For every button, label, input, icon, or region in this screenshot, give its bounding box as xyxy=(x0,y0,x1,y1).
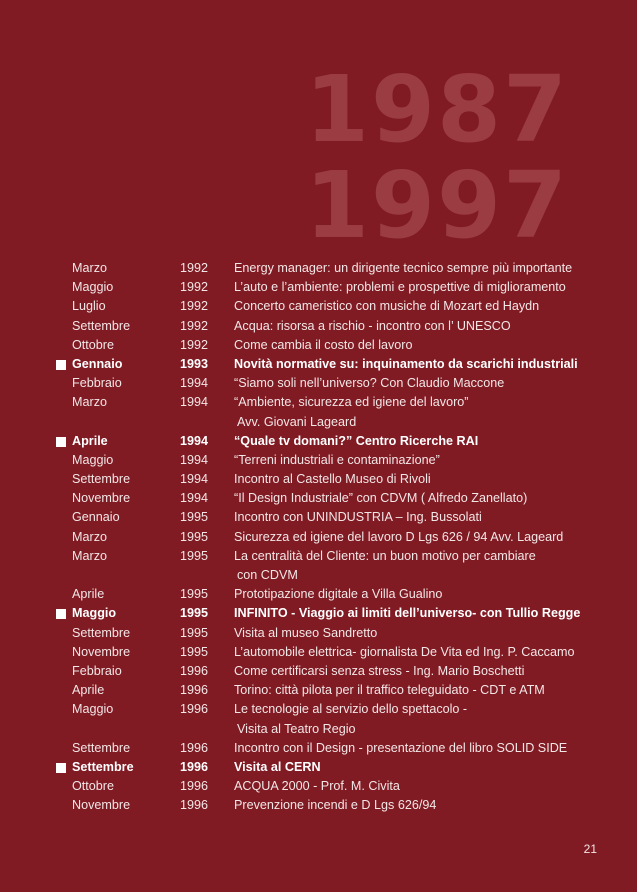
timeline-year: 1996 xyxy=(180,740,209,755)
timeline-row xyxy=(0,355,637,374)
timeline-row xyxy=(0,470,637,489)
timeline-month: Aprile xyxy=(72,587,105,602)
timeline-year: 1995 xyxy=(180,606,209,621)
timeline-event: Visita al museo Sandretto xyxy=(234,625,378,640)
timeline-event: Visita al CERN xyxy=(234,759,321,774)
timeline-year: 1992 xyxy=(180,318,209,333)
year-range-heading xyxy=(304,56,569,259)
square-bullet-icon xyxy=(56,763,66,773)
timeline-row xyxy=(0,278,637,297)
timeline-row xyxy=(0,489,637,508)
timeline-year: 1994 xyxy=(180,395,209,410)
timeline-event: L’auto e l’ambiente: problemi e prospettive di miglioramento xyxy=(234,280,566,295)
timeline-row xyxy=(0,374,637,393)
timeline-row xyxy=(0,758,637,777)
timeline-event: Torino: città pilota per il traffico teleguidato - CDT e ATM xyxy=(234,683,545,698)
timeline-row xyxy=(0,259,637,278)
timeline-month: Settembre xyxy=(72,318,131,333)
timeline-event: Incontro con UNINDUSTRIA – Ing. Bussolati xyxy=(234,510,482,525)
timeline-row xyxy=(0,547,637,566)
timeline-event: Novità normative su: inquinamento da scarichi industriali xyxy=(234,356,578,371)
square-bullet-icon xyxy=(56,609,66,619)
timeline-event: Incontro al Castello Museo di Rivoli xyxy=(234,472,431,487)
timeline-row xyxy=(0,643,637,662)
timeline-row xyxy=(0,624,637,643)
timeline-row xyxy=(0,777,637,796)
timeline-month: Gennaio xyxy=(72,356,123,371)
timeline-event: Concerto cameristico con musiche di Mozart ed Haydn xyxy=(234,299,540,314)
timeline-year: 1994 xyxy=(180,433,209,448)
timeline-month: Novembre xyxy=(72,491,131,506)
timeline-row xyxy=(0,413,637,432)
timeline-month: Settembre xyxy=(72,625,131,640)
timeline-year: 1996 xyxy=(180,683,209,698)
timeline-year: 1995 xyxy=(180,625,209,640)
timeline-month: Maggio xyxy=(72,280,114,295)
timeline-event: con CDVM xyxy=(237,568,298,582)
timeline-row xyxy=(0,604,637,623)
timeline-month: Aprile xyxy=(72,433,108,448)
timeline-month: Marzo xyxy=(72,548,107,563)
timeline-row xyxy=(0,662,637,681)
timeline-event: Acqua: risorsa a rischio - incontro con l’ UNESCO xyxy=(234,318,511,333)
timeline-month: Febbraio xyxy=(72,376,122,391)
timeline-event: “Quale tv domani?” Centro Ricerche RAI xyxy=(234,433,479,448)
timeline-month: Ottobre xyxy=(72,337,114,352)
year-start: 1987 xyxy=(304,56,569,163)
timeline-row xyxy=(0,796,637,815)
timeline-event: Come cambia il costo del lavoro xyxy=(234,337,413,352)
timeline-year: 1992 xyxy=(180,337,209,352)
timeline-year: 1995 xyxy=(180,587,209,602)
timeline-list xyxy=(0,259,637,815)
timeline-month: Novembre xyxy=(72,644,131,659)
timeline-event: INFINITO - Viaggio ai limiti dell’universo- con Tullio Regge xyxy=(234,606,581,621)
timeline-month: Febbraio xyxy=(72,663,122,678)
timeline-row xyxy=(0,681,637,700)
timeline-event: L’automobile elettrica- giornalista De Vita ed Ing. P. Caccamo xyxy=(234,644,575,659)
timeline-year: 1993 xyxy=(180,356,209,371)
timeline-row xyxy=(0,585,637,604)
timeline-year: 1996 xyxy=(180,702,209,717)
timeline-month: Marzo xyxy=(72,395,107,410)
timeline-month: Settembre xyxy=(72,759,134,774)
timeline-row xyxy=(0,451,637,470)
timeline-row xyxy=(0,432,637,451)
timeline-row xyxy=(0,528,637,547)
timeline-year: 1994 xyxy=(180,452,209,467)
timeline-row xyxy=(0,720,637,739)
timeline-year: 1996 xyxy=(180,798,209,813)
timeline-row xyxy=(0,566,637,585)
timeline-year: 1995 xyxy=(180,548,209,563)
timeline-event: Sicurezza ed igiene del lavoro D Lgs 626 / 94 Avv. Lageard xyxy=(234,529,564,544)
timeline-year: 1996 xyxy=(180,779,209,794)
timeline-event: “Terreni industriali e contaminazione” xyxy=(234,452,440,467)
timeline-event: La centralità del Cliente: un buon motivo per cambiare xyxy=(234,548,536,563)
timeline-year: 1995 xyxy=(180,644,209,659)
timeline-event: Prototipazione digitale a Villa Gualino xyxy=(234,587,443,602)
timeline-year: 1995 xyxy=(180,510,209,525)
timeline-event: “Siamo soli nell’universo? Con Claudio Maccone xyxy=(234,376,505,391)
timeline-year: 1994 xyxy=(180,472,209,487)
timeline-month: Aprile xyxy=(72,683,105,698)
timeline-event: “Ambiente, sicurezza ed igiene del lavoro” xyxy=(234,395,469,410)
timeline-event: Incontro con il Design - presentazione del libro SOLID SIDE xyxy=(234,740,568,755)
year-end: 1997 xyxy=(304,152,569,259)
timeline-row xyxy=(0,700,637,719)
timeline-month: Marzo xyxy=(72,261,107,275)
timeline-row xyxy=(0,739,637,758)
timeline-year: 1992 xyxy=(180,261,209,275)
timeline-month: Maggio xyxy=(72,452,114,467)
timeline-row xyxy=(0,297,637,316)
timeline-month: Luglio xyxy=(72,299,106,314)
timeline-event: “Il Design Industriale” con CDVM ( Alfredo Zanellato) xyxy=(234,491,528,506)
timeline-event: Avv. Giovani Lageard xyxy=(237,414,357,429)
square-bullet-icon xyxy=(56,360,66,370)
timeline-year: 1992 xyxy=(180,299,209,314)
timeline-event: Energy manager: un dirigente tecnico sempre più importante xyxy=(234,261,573,275)
timeline-event: Visita al Teatro Regio xyxy=(237,721,356,736)
timeline-event: Le tecnologie al servizio dello spettacolo - xyxy=(234,702,468,717)
timeline-row xyxy=(0,317,637,336)
timeline-month: Maggio xyxy=(72,606,117,621)
timeline-year: 1995 xyxy=(180,529,209,544)
timeline-month: Maggio xyxy=(72,702,114,717)
timeline-row xyxy=(0,393,637,412)
timeline-month: Settembre xyxy=(72,472,131,487)
timeline-year: 1996 xyxy=(180,663,209,678)
timeline-year: 1996 xyxy=(180,759,209,774)
timeline-month: Settembre xyxy=(72,740,131,755)
timeline-month: Marzo xyxy=(72,529,107,544)
timeline-event: Prevenzione incendi e D Lgs 626/94 xyxy=(234,798,437,813)
timeline-month: Ottobre xyxy=(72,779,114,794)
timeline-year: 1994 xyxy=(180,376,209,391)
square-bullet-icon xyxy=(56,437,66,447)
timeline-row xyxy=(0,508,637,527)
timeline-month: Gennaio xyxy=(72,510,120,525)
timeline-event: ACQUA 2000 - Prof. M. Civita xyxy=(234,779,400,794)
timeline-year: 1992 xyxy=(180,280,209,295)
timeline-event: Come certificarsi senza stress - Ing. Mario Boschetti xyxy=(234,663,525,678)
timeline-month: Novembre xyxy=(72,798,131,813)
page-number: 21 xyxy=(583,842,597,856)
timeline-year: 1994 xyxy=(180,491,209,506)
timeline-row xyxy=(0,336,637,355)
